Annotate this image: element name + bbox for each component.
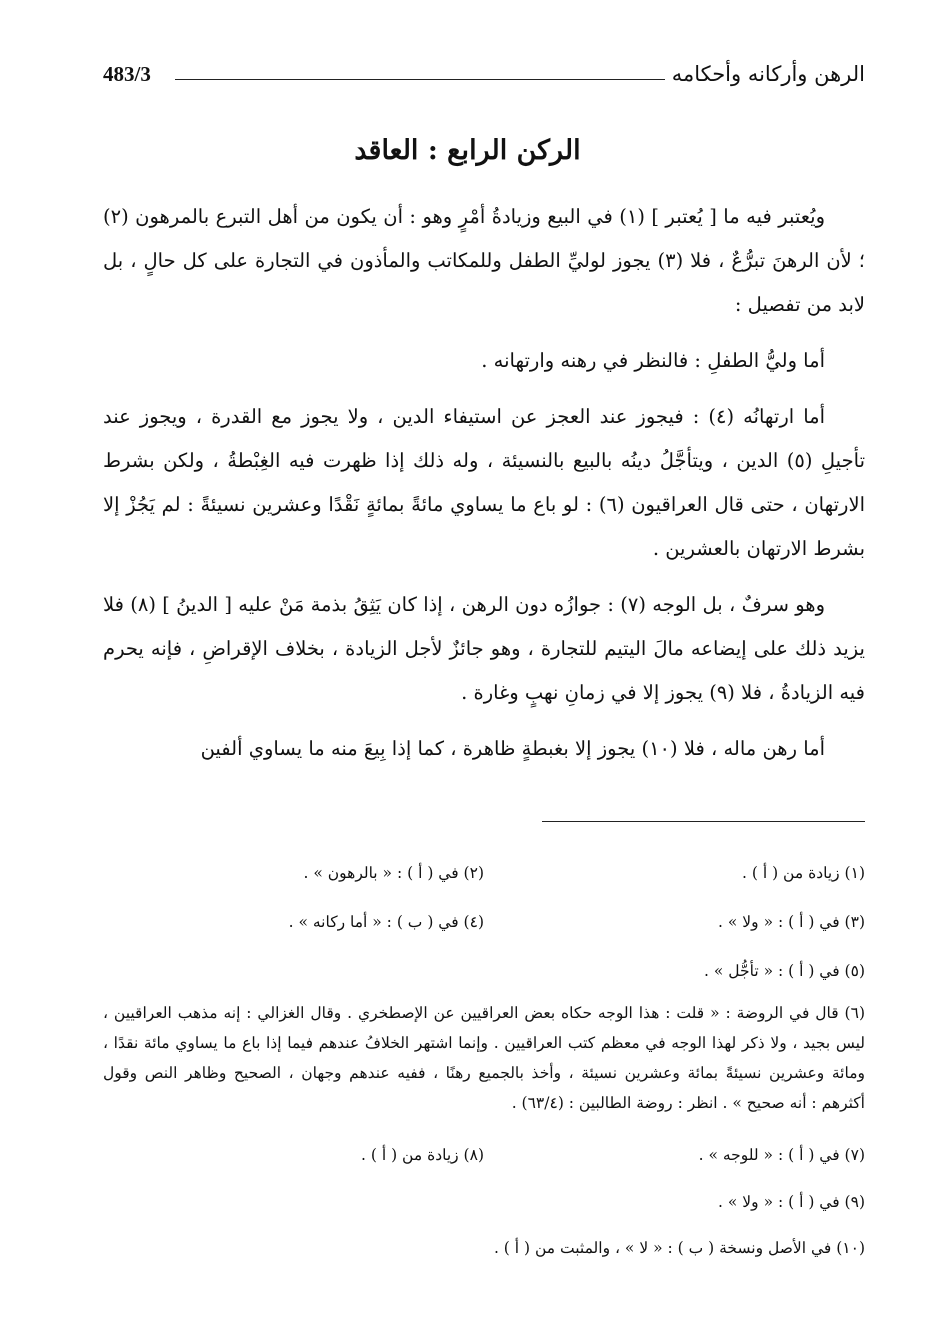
paragraph: أما وليُّ الطفلِ : فالنظر في رهنه وارتهانه . — [481, 349, 825, 372]
footnote-9: (٩) في ( أ ) : « ولا » . — [718, 1193, 865, 1211]
footnote-1: (١) زيادة من ( أ ) . — [742, 863, 865, 882]
footnote-separator — [542, 821, 865, 822]
page-number: 483/3 — [103, 62, 151, 86]
footnote-10: (١٠) في الأصل ونسخة ( ب ) : « لا » ، والمثبت من ( أ ) . — [493, 1239, 865, 1257]
footnote-5: (٥) في ( أ ) : « تأجُّل » . — [704, 961, 865, 980]
paragraph: أما رهن ماله ، فلا (١٠) يجوز إلا بغبطةٍ ظاهرة ، كما إذا بِيعَ منه ما يساوي ألفين — [200, 737, 825, 760]
footnote-row — [103, 897, 865, 946]
footnote-row — [103, 946, 865, 995]
footnote-4: (٤) في ( ب ) : « أما ركانه » . — [288, 912, 484, 931]
footnotes — [103, 848, 865, 1271]
section-title: الركن الرابع : العاقد — [354, 135, 581, 166]
footnote-7: (٧) في ( أ ) : « للوجه » . — [698, 1145, 865, 1164]
footnote-3: (٣) في ( أ ) : « ولا » . — [718, 912, 865, 931]
paragraph: ويُعتبر فيه ما [ يُعتبر ] (١) في البيع وزيادةُ أمْرٍ وهو : أن يكون من أهل التبرع بالمرهون (٢) ؛ لأن الرهنَ تبرُّعٌ ، فلا (٣) يجوز لوليِّ الطفل وللمكاتب والمأذون في التجارة على كل حالٍ ، بل لابد من تفصيل : — [103, 205, 865, 316]
footnote-2: (٢) في ( أ ) : « بالرهون » . — [303, 863, 484, 882]
footnote-row — [103, 848, 865, 897]
paragraph: أما ارتهانُه (٤) : فيجوز عند العجز عن استيفاء الدين ، ولا يجوز مع القدرة ، ويجوز عند تأجيلِ (٥) الدين ، ويتأجَّلُ دينُه بالبيع بالنسيئة ، وله ذلك إذا ظهرت فيه الغِبْطةُ ، ولكن بشرط الارتهان ، حتى قال العراقيون (٦) : لو باع ما يساوي مائةً بمائةٍ نَقْدًا وعشرين نسيئةً : لم يَجُزْ إلا بشرط الارتهان بالعشرين . — [103, 405, 865, 560]
paragraph: وهو سرفٌ ، بل الوجه (٧) : جوازُه دون الرهن ، إذا كان يَثِقُ بذمة مَنْ عليه [ الدينُ ] (٨) فلا يزيد ذلك على إيضاعه مالَ اليتيم للتجارة ، وهو جائزٌ لأجل الزيادة ، بخلاف الإقراضِ ، فإنه يحرم فيه الزيادةُ ، فلا (٩) يجوز إلا في زمانِ نهبٍ وغارة . — [103, 593, 865, 704]
footnote-6: (٦) قال في الروضة : « قلت : هذا الوجه حكاه بعض العراقيين عن الإصطخري . وقال الغزالي : إنه مذهب العراقيين ، ليس بجيد ، ولا ذكر لهذا الوجه في معظم كتب العراقيين . وإنما اشتهر الخلافُ عندهم فيما إذا باع ما يساوي مائة نقدًا ، ومائة وعشرين نسيئةً بمائة وعشرين نسيئة ، وأخذ بالجميع رهنًا ، ففيه عندهم وجهان ، الصحيح وظاهر النص وقول أكثرهم : أنه صحيح » . انظر : روضة الطالبين : (٦٣/٤) . — [103, 1004, 865, 1112]
footnote-8: (٨) زيادة من ( أ ) . — [361, 1145, 484, 1164]
running-title: الرهن وأركانه وأحكامه — [671, 62, 865, 86]
header-rule — [175, 79, 665, 80]
page-header — [103, 62, 865, 94]
footnote-row — [103, 1130, 865, 1179]
main-text — [103, 195, 865, 783]
